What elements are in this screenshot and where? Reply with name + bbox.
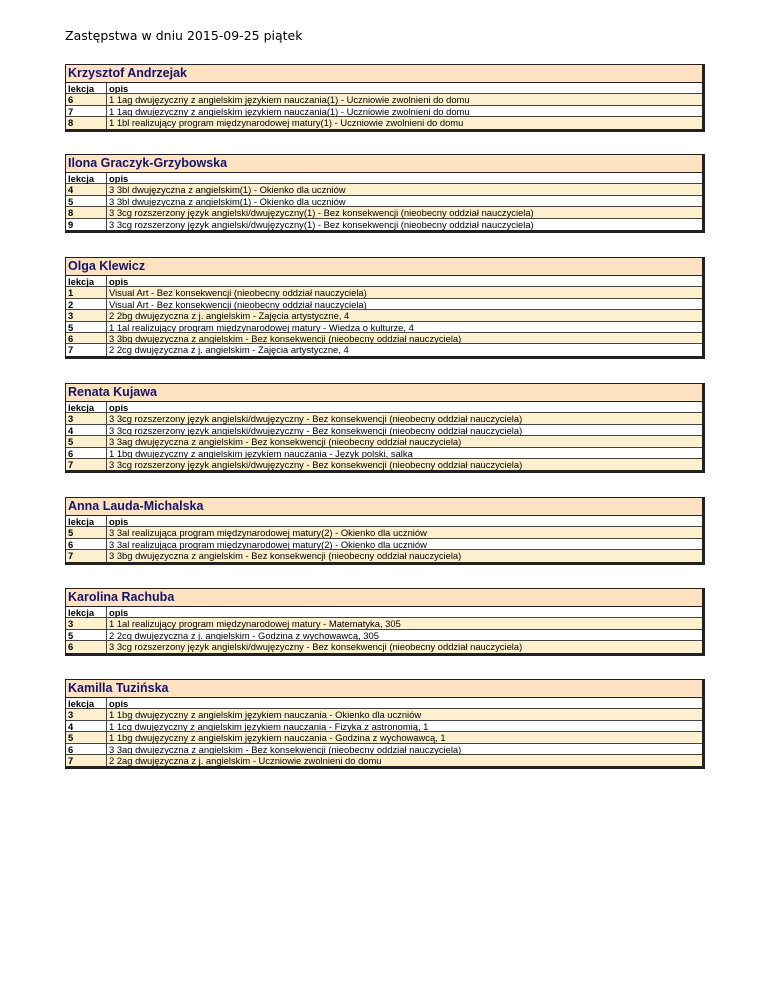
table-row: [66, 755, 702, 766]
table-row: [66, 448, 702, 459]
lesson-description: 3 3al realizująca program międzynarodowej matury(2) - Okienko dla uczniów: [109, 538, 427, 550]
lesson-number: 6: [66, 539, 107, 549]
table-header-row: [66, 698, 702, 709]
column-header-lesson: lekcja: [66, 698, 107, 708]
lesson-number: 3: [66, 310, 107, 320]
lesson-number: 5: [66, 732, 107, 742]
lesson-number: 9: [66, 219, 107, 230]
lesson-number: 6: [66, 641, 107, 652]
page-title: Zastępstwa w dniu 2015-09-25 piątek: [65, 28, 303, 43]
teacher-section: [65, 497, 705, 565]
lesson-description: 3 3ag dwujęzyczna z angielskim - Bez konsekwencji (nieobecny oddział nauczyciela): [109, 436, 462, 447]
table-row: [66, 322, 702, 333]
lesson-description: 3 3cg rozszerzony język angielski/dwujęzyczny - Bez konsekwencji (nieobecny oddział nauczyciela): [109, 413, 523, 424]
teacher-section: [65, 154, 705, 233]
lesson-description: 2 2cg dwujęzyczna z j. angielskim - Zajęcia artystyczne, 4: [109, 344, 349, 356]
lesson-number: 4: [66, 184, 107, 194]
lesson-number: 6: [66, 448, 107, 458]
teacher-name: Kamilla Tuzińska: [66, 680, 702, 698]
table-row: [66, 641, 702, 652]
lesson-number: 6: [66, 94, 107, 104]
lesson-description: 3 3bl dwujęzyczna z angielskim(1) - Okienko dla uczniów: [109, 195, 346, 207]
lesson-number: 3: [66, 618, 107, 628]
lesson-description: 1 1al realizujący program międzynarodowej matury - Matematyka, 305: [109, 618, 401, 629]
column-header-description: opis: [109, 698, 129, 709]
lesson-number: 6: [66, 744, 107, 754]
lesson-number: 7: [66, 755, 107, 766]
table-row: [66, 413, 702, 424]
lesson-description: Visual Art - Bez konsekwencji (nieobecny oddział nauczyciela): [109, 287, 367, 298]
column-header-description: opis: [109, 402, 129, 413]
lesson-number: 7: [66, 550, 107, 561]
column-header-lesson: lekcja: [66, 402, 107, 412]
lesson-number: 3: [66, 709, 107, 719]
table-row: [66, 344, 702, 355]
table-row: [66, 106, 702, 117]
table-row: [66, 196, 702, 207]
lesson-number: 8: [66, 207, 107, 217]
lesson-number: 5: [66, 630, 107, 640]
teacher-name: Olga Klewicz: [66, 258, 702, 276]
table-header-row: [66, 83, 702, 94]
teacher-section: [65, 588, 705, 656]
lesson-description: 2 2ag dwujęzyczna z j. angielskim - Uczniowie zwolnieni do domu: [109, 754, 382, 766]
table-header-row: [66, 402, 702, 413]
lesson-description: 1 1bg dwujęzyczny z angielskim językiem nauczania - Godzina z wychowawcą, 1: [109, 732, 446, 743]
table-row: [66, 184, 702, 195]
column-header-description: opis: [109, 516, 129, 527]
table-header-row: [66, 173, 702, 184]
lesson-number: 5: [66, 322, 107, 332]
lesson-number: 4: [66, 425, 107, 435]
teacher-name: Renata Kujawa: [66, 384, 702, 402]
teacher-section: [65, 679, 705, 769]
lesson-description: 1 1bl realizujący program międzynarodowej matury(1) - Uczniowie zwolnieni do domu: [109, 117, 464, 129]
lesson-description: 3 3cg rozszerzony język angielski/dwujęzyczny - Bez konsekwencji (nieobecny oddział nauczyciela): [109, 458, 523, 470]
table-header-row: [66, 607, 702, 618]
table-row: [66, 425, 702, 436]
teacher-section: [65, 383, 705, 473]
lesson-description: 1 1cg dwujęzyczny z angielskim językiem nauczania - Fizyka z astronomią, 1: [109, 720, 429, 732]
column-header-description: opis: [109, 83, 129, 94]
lesson-description: 3 3bl dwujęzyczna z angielskim(1) - Okienko dla uczniów: [109, 184, 346, 195]
table-header-row: [66, 276, 702, 287]
table-row: [66, 287, 702, 298]
table-row: [66, 709, 702, 720]
lesson-description: 3 3cg rozszerzony język angielski/dwujęzyczny - Bez konsekwencji (nieobecny oddział nauczyciela): [109, 424, 523, 436]
table-row: [66, 550, 702, 561]
lesson-number: 6: [66, 333, 107, 343]
lesson-number: 7: [66, 344, 107, 355]
teacher-name: Ilona Graczyk-Grzybowska: [66, 155, 702, 173]
lesson-description: 1 1bg dwujęzyczny z angielskim językiem nauczania - Okienko dla uczniów: [109, 709, 422, 720]
column-header-lesson: lekcja: [66, 276, 107, 286]
teacher-name: Krzysztof Andrzejak: [66, 65, 702, 83]
lesson-description: 1 1bg dwujęzyczny z angielskim językiem nauczania - Język polski, salka: [109, 447, 413, 458]
lesson-description: 3 3bg dwujęzyczna z angielskim - Bez konsekwencji (nieobecny oddział nauczyciela): [109, 550, 462, 562]
teacher-section: [65, 257, 705, 359]
table-row: [66, 219, 702, 230]
column-header-description: opis: [109, 607, 129, 618]
lesson-description: 2 2bg dwujęzyczna z j. angielskim - Zajęcia artystyczne, 4: [109, 310, 350, 321]
table-row: [66, 333, 702, 344]
table-row: [66, 539, 702, 550]
column-header-lesson: lekcja: [66, 516, 107, 526]
table-row: [66, 618, 702, 629]
table-row: [66, 744, 702, 755]
teacher-name: Karolina Rachuba: [66, 589, 702, 607]
lesson-description: 3 3cg rozszerzony język angielski/dwujęzyczny(1) - Bez konsekwencji (nieobecny oddział nauczyciela): [109, 218, 534, 230]
lesson-number: 5: [66, 196, 107, 206]
table-row: [66, 310, 702, 321]
column-header-description: opis: [109, 173, 129, 184]
lesson-number: 8: [66, 117, 107, 128]
table-row: [66, 299, 702, 310]
lesson-number: 5: [66, 436, 107, 446]
lesson-number: 4: [66, 721, 107, 731]
table-row: [66, 630, 702, 641]
table-row: [66, 94, 702, 105]
column-header-lesson: lekcja: [66, 173, 107, 183]
lesson-description: 3 3cg rozszerzony język angielski/dwujęzyczny - Bez konsekwencji (nieobecny oddział nauczyciela): [109, 641, 523, 653]
lesson-number: 2: [66, 299, 107, 309]
lesson-description: 3 3cg rozszerzony język angielski/dwujęzyczny(1) - Bez konsekwencji (nieobecny oddział nauczyciela): [109, 207, 534, 218]
table-row: [66, 436, 702, 447]
lesson-description: Visual Art - Bez konsekwencji (nieobecny oddział nauczyciela): [109, 298, 367, 310]
column-header-description: opis: [109, 276, 129, 287]
table-row: [66, 117, 702, 128]
teacher-name: Anna Lauda-Michalska: [66, 498, 702, 516]
lesson-description: 1 1ag dwujęzyczny z angielskim językiem nauczania(1) - Uczniowie zwolnieni do domu: [109, 105, 470, 117]
lesson-number: 1: [66, 287, 107, 297]
column-header-lesson: lekcja: [66, 607, 107, 617]
table-header-row: [66, 516, 702, 527]
lesson-description: 3 3bg dwujęzyczna z angielskim - Bez konsekwencji (nieobecny oddział nauczyciela): [109, 332, 462, 344]
lesson-description: 2 2cg dwujęzyczna z j. angielskim - Godzina z wychowawcą, 305: [109, 629, 379, 641]
lesson-description: 1 1al realizujący program międzynarodowej matury - Wiedza o kulturze, 4: [109, 321, 414, 332]
table-row: [66, 207, 702, 218]
lesson-number: 7: [66, 106, 107, 116]
column-header-lesson: lekcja: [66, 83, 107, 93]
table-row: [66, 732, 702, 743]
table-row: [66, 721, 702, 732]
lesson-number: 7: [66, 459, 107, 470]
lesson-description: 1 1ag dwujęzyczny z angielskim językiem nauczania(1) - Uczniowie zwolnieni do domu: [109, 94, 470, 105]
table-row: [66, 459, 702, 470]
lesson-description: 3 3al realizująca program międzynarodowej matury(2) - Okienko dla uczniów: [109, 527, 427, 538]
lesson-description: 3 3ag dwujęzyczna z angielskim - Bez konsekwencji (nieobecny oddział nauczyciela): [109, 743, 462, 754]
teacher-section: [65, 64, 705, 132]
lesson-number: 5: [66, 527, 107, 537]
table-row: [66, 527, 702, 538]
lesson-number: 3: [66, 413, 107, 423]
